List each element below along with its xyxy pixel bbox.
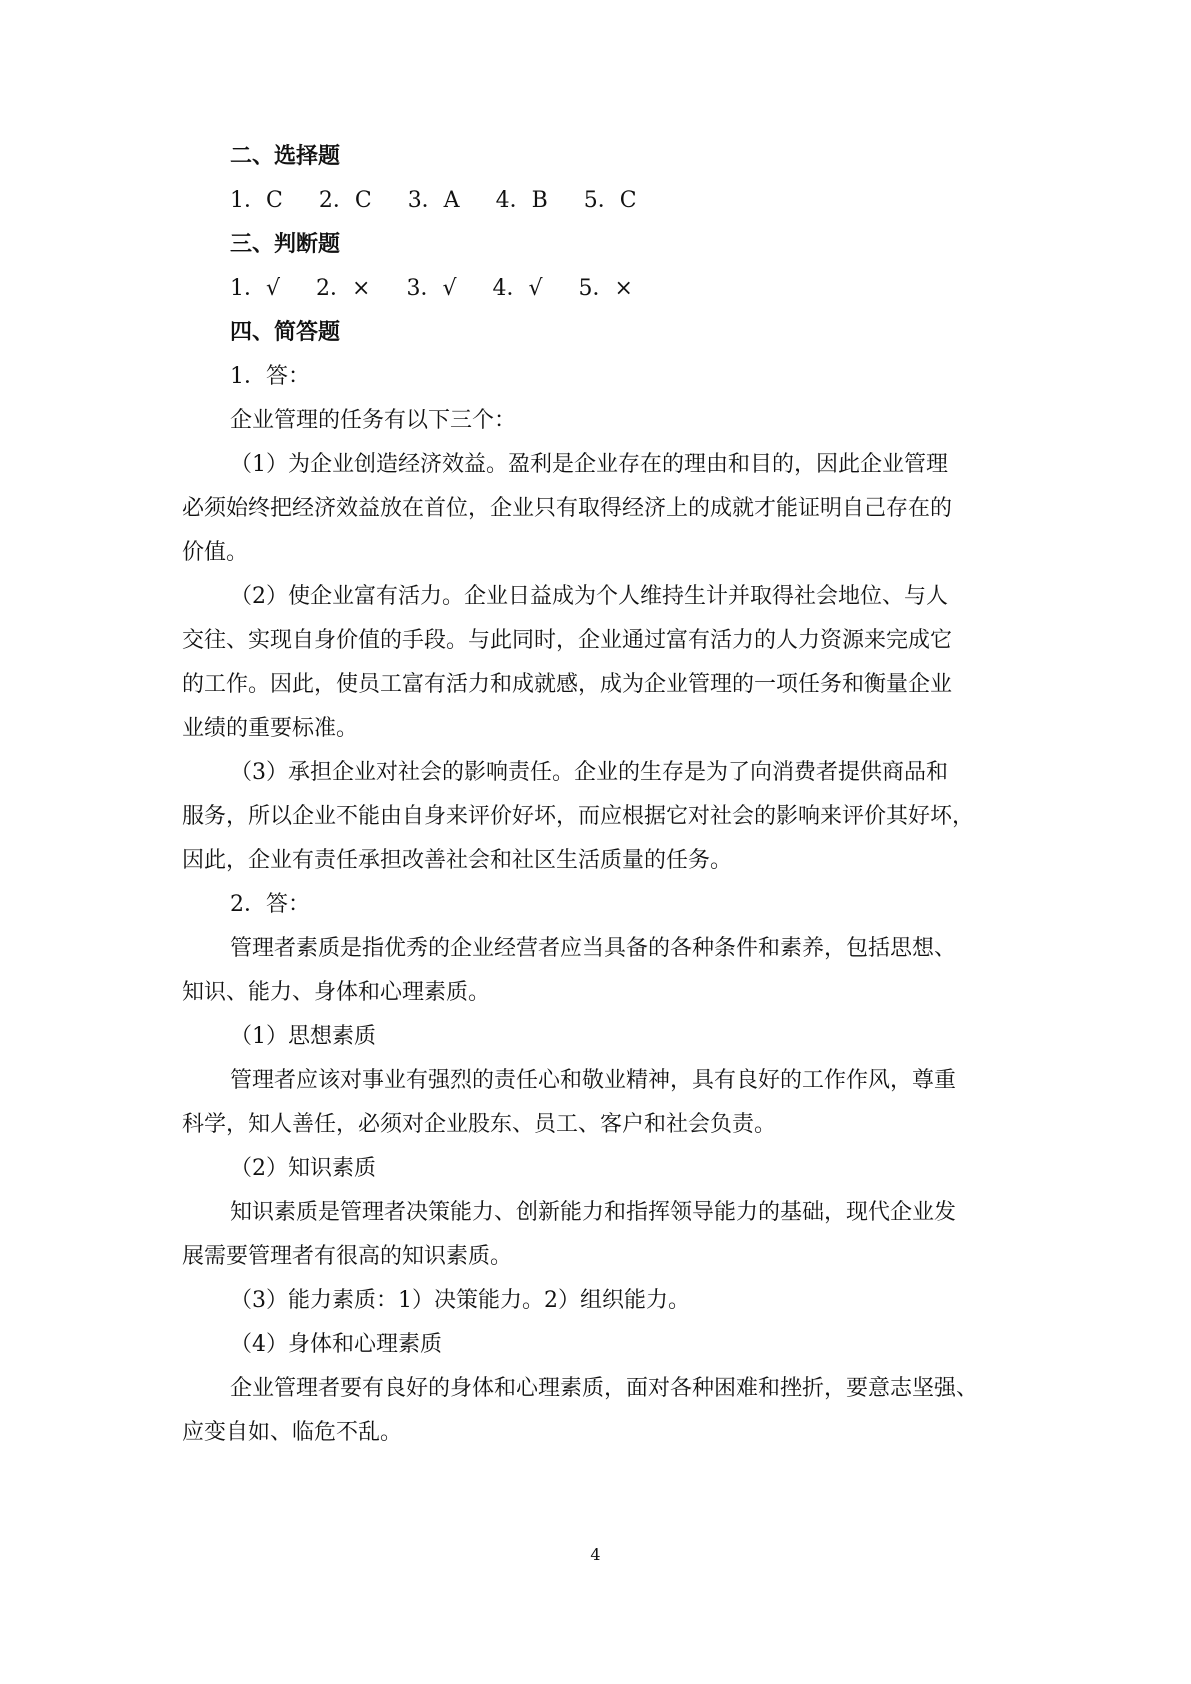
q2-s1-text-line: 管理者应该对事业有强烈的责任心和敬业精神，具有良好的工作作风，尊重 xyxy=(230,1068,957,1093)
q2-s2-text-line: 展需要管理者有很高的知识素质。 xyxy=(182,1244,513,1269)
q1-intro: 企业管理的任务有以下三个： xyxy=(230,408,517,433)
choice-answers xyxy=(230,186,1012,216)
choice-answer: 1．C xyxy=(230,188,283,213)
q1-p1-line: （1）为企业创造经济效益。盈利是企业存在的理由和目的，因此企业管理 xyxy=(230,452,948,477)
q1-label: 1．答： xyxy=(230,364,310,389)
judge-answer: 5．× xyxy=(578,276,633,301)
q2-s4-text-line: 应变自如、临危不乱。 xyxy=(182,1420,403,1445)
choice-answer: 5．C xyxy=(583,188,637,213)
judge-answer: 4．√ xyxy=(492,276,543,301)
short-answer-section-title: 四、简答题 xyxy=(230,320,341,345)
q1-p2-line: 业绩的重要标准。 xyxy=(182,716,359,741)
q2-s1-title: （1）思想素质 xyxy=(230,1024,376,1049)
page-number: 4 xyxy=(590,1545,601,1564)
choice-answer: 2．C xyxy=(318,188,372,213)
q1-p2-line: 交往、实现自身价值的手段。与此同时，企业通过富有活力的人力资源来完成它 xyxy=(182,628,953,653)
q2-intro-line: 知识、能力、身体和心理素质。 xyxy=(182,980,491,1005)
q2-s4-title: （4）身体和心理素质 xyxy=(230,1332,442,1357)
judge-section-title: 三、判断题 xyxy=(230,232,341,257)
choice-answer: 4．B xyxy=(495,188,548,213)
q1-p3-line: 服务，所以企业不能由自身来评价好坏，而应根据它对社会的影响来评价其好坏， xyxy=(182,804,975,829)
q1-p2-line: （2）使企业富有活力。企业日益成为个人维持生计并取得社会地位、与人 xyxy=(230,584,948,609)
judge-answer: 1．√ xyxy=(230,276,281,301)
judge-answer: 3．√ xyxy=(406,276,457,301)
judge-answers xyxy=(230,274,1012,304)
q2-intro-line: 管理者素质是指优秀的企业经营者应当具备的各种条件和素养，包括思想、 xyxy=(230,936,957,961)
q2-label: 2．答： xyxy=(230,892,310,917)
q2-s1-text-line: 科学，知人善任，必须对企业股东、员工、客户和社会负责。 xyxy=(182,1112,777,1137)
q1-p3-line: 因此，企业有责任承担改善社会和社区生活质量的任务。 xyxy=(182,848,733,873)
q1-p3-line: （3）承担企业对社会的影响责任。企业的生存是为了向消费者提供商品和 xyxy=(230,760,948,785)
q2-s4-text-line: 企业管理者要有良好的身体和心理素质，面对各种困难和挫折，要意志坚强、 xyxy=(230,1376,979,1401)
q1-p1-line: 必须始终把经济效益放在首位，企业只有取得经济上的成就才能证明自己存在的 xyxy=(182,496,953,521)
choice-section-title: 二、选择题 xyxy=(230,144,341,169)
q2-s3-title: （3）能力素质：1）决策能力。2）组织能力。 xyxy=(230,1288,690,1313)
choice-answer: 3．A xyxy=(407,188,460,213)
judge-answer: 2．× xyxy=(316,276,371,301)
q2-s2-text-line: 知识素质是管理者决策能力、创新能力和指挥领导能力的基础，现代企业发 xyxy=(230,1200,957,1225)
q2-s2-title: （2）知识素质 xyxy=(230,1156,376,1181)
q1-p1-line: 价值。 xyxy=(182,540,249,565)
q1-p2-line: 的工作。因此，使员工富有活力和成就感，成为企业管理的一项任务和衡量企业 xyxy=(182,672,953,697)
